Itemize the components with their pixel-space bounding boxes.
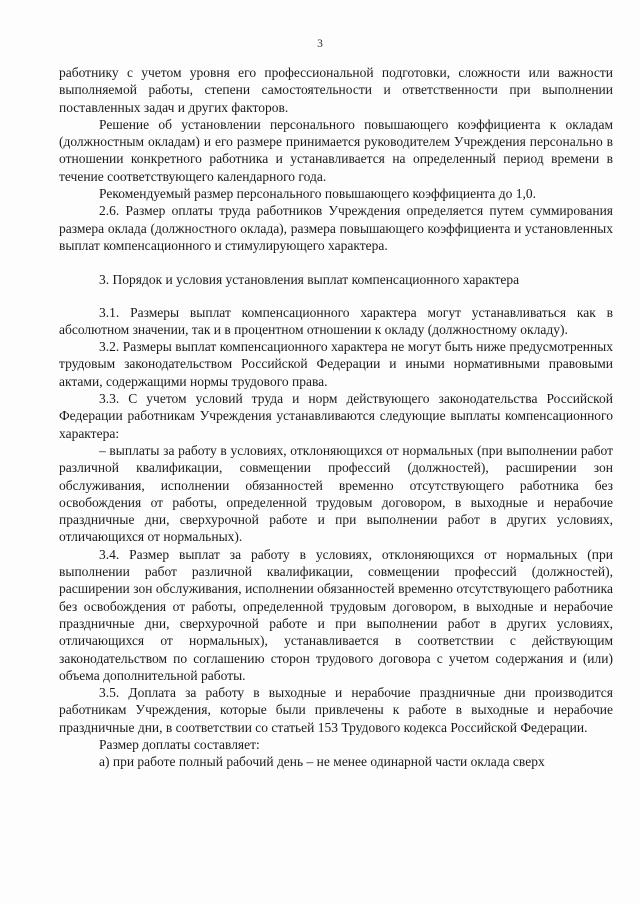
paragraph-3-1: 3.1. Размеры выплат компенсационного характера могут устанавливаться как в абсолютном значении, так и в процентном отношении к окладу (должностному окладу). — [59, 304, 613, 337]
page-number: 3 — [317, 38, 323, 50]
paragraph-item-a: а) при работе полный рабочий день – не менее одинарной части оклада сверх — [99, 754, 545, 770]
paragraph-3-3: 3.3. С учетом условий труда и норм действующего законодательства Российской Федерации работникам Учреждения устанавливаются следующие выплаты компенсационного характера: — [59, 391, 613, 441]
paragraph-3-4: 3.4. Размер выплат за работу в условиях, отклоняющихся от нормальных (при выполнении работ различной квалификации, совмещении профессий (должностей), расширении зон обслуживания, исполнении обязанностей временно отсутствующего работника без освобождения от работы, определенной трудовым договором, в выходные и нерабочие праздничные дни, сверхурочной работе и при выполнении работ в других условиях, отличающихся от нормальных), устанавливается в соответствии с действующим законодательством по соглашению сторон трудового договора с учетом содержания и (или) объема дополнительной работы. — [59, 546, 613, 683]
paragraph-payment-size: Размер доплаты составляет: — [99, 736, 260, 752]
list-item-payments: – выплаты за работу в условиях, отклоняющихся от нормальных (при выполнении работ различной квалификации, совмещении профессий (должностей), расширении зон обслуживания, исполнении обязанностей временно отсутствующего работника без освобождения от работы, определенной трудовым договором, в выходные и нерабочие праздничные дни, сверхурочной работе и при выполнении работ в других условиях, отличающихся от нормальных). — [59, 442, 613, 545]
paragraph-coefficient-decision: Решение об установлении персонального повышающего коэффициента к окладам (должностным окладам) и его размере принимается руководителем Учреждения персонально в отношении конкретного работника и устанавливается на определенный период времени в течение соответствующего календарного года. — [59, 116, 613, 184]
paragraph-2-6: 2.6. Размер оплаты труда работников Учреждения определяется путем суммирования размера оклада (должностного оклада), размера повышающего коэффициента и установленных выплат компенсационного и стимулирующего характера. — [59, 203, 613, 253]
paragraph-3-2: 3.2. Размеры выплат компенсационного характера не могут быть ниже предусмотренных трудовым законодательством Российской Федерации и иными нормативными правовыми актами, содержащими нормы трудового права. — [59, 339, 613, 389]
section-heading-3: 3. Порядок и условия установления выплат компенсационного характера — [99, 272, 520, 288]
paragraph-recommended-coefficient: Рекомендуемый размер персонального повышающего коэффициента до 1,0. — [99, 186, 536, 202]
document-body — [59, 64, 613, 771]
paragraph-continuation: работнику с учетом уровня его профессиональной подготовки, сложности или важности выполняемой работы, степени самостоятельности и ответственности при выполнении поставленных задач и других факторов. — [59, 65, 613, 115]
paragraph-3-5: 3.5. Доплата за работу в выходные и нерабочие праздничные дни производится работникам Учреждения, которые были привлечены к работе в выходные и нерабочие праздничные дни, в соответствии со статьей 153 Трудового кодекса Российской Федерации. — [59, 685, 613, 735]
